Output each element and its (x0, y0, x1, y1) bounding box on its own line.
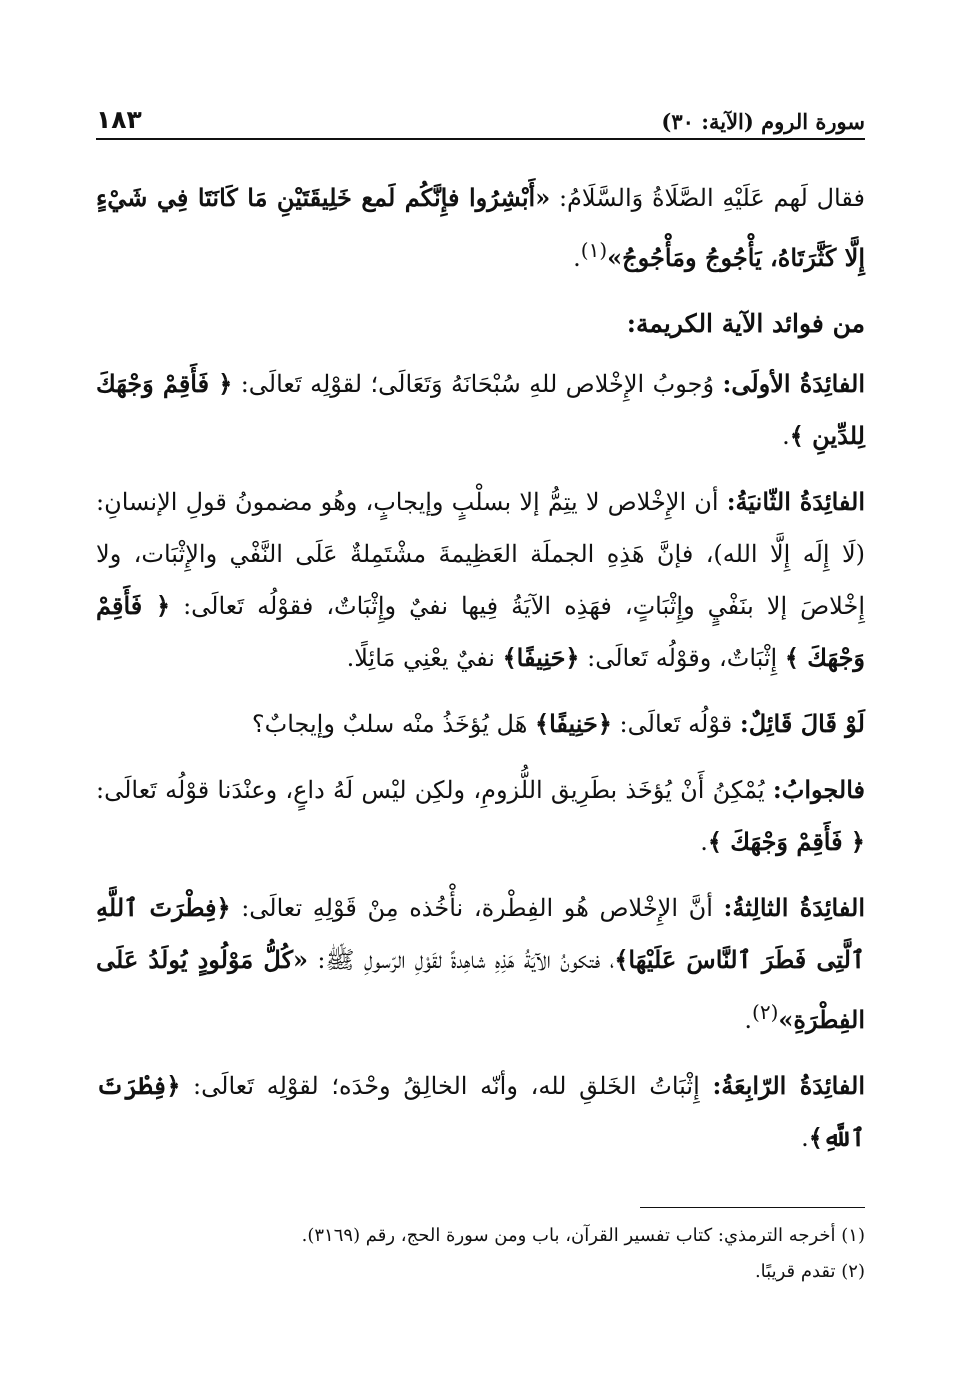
benefit-two-text-3: نفيٌ يعْنِي مَائِلًا. (346, 644, 503, 672)
benefit-two-label: الفائِدَةُ الثّانيَةُ: (726, 487, 865, 516)
benefit-two-text: أن الإِخْلاص لا يتِمُّ إلا بسلْبٍ وإيجابٍ، وهُو مضمونُ قولِ الإنسانِ: (لَا إِلَه إِلَّا الله)، فإنَّ هَذِهِ الجملَة العَظِيمةَ مشْتَمِلةٌ عَلَى النَّفْي والإِثْبَات، ولا إِخْلاصَ إلا بنَفْيٍ وإِثْبَاتٍ، فهَذِه الآيَةُ فِيها نفيٌ وإِثْبَاتٌ، فقوْلُه تَعالَى: (96, 488, 866, 620)
quran-verse: ﴿حَنِيفًا﴾ (535, 709, 612, 738)
running-header (96, 100, 865, 140)
quran-verse: ﴿حَنِيفًا﴾ (502, 643, 580, 672)
sentence-end: . (801, 1124, 809, 1152)
benefit-three-text-2: ، فتكونُ الآيَةُ هَذِهِ شاهِدةً لقَوْلِ الرّسولِ ﷺ: (308, 946, 615, 974)
section-heading: من فوائد الآية الكريمة: (626, 309, 865, 338)
benefit-two (96, 476, 865, 684)
benefit-four-label: الفائِدَةُ الرّابِعَةُ: (712, 1071, 866, 1100)
quran-verse: ﴿ فَأَقِمْ وَجْهَكَ لِلدِّينِ ﴾ (96, 369, 865, 450)
surah-title: سورة الروم (الآية: ٣٠) (661, 109, 865, 134)
benefit-three (96, 882, 865, 1046)
main-text (96, 172, 865, 1178)
footnote-1: (١) أخرجه الترمذي: كتاب تفسير القرآن، باب ومن سورة الحج، رقم (٣١٦٩). (301, 1225, 865, 1246)
answer-text: يُمْكِنُ أَنْ يُؤخَذ بطَرِيق اللُّزومِ، ولكِن ليْس لَهُ داعٍ، وعنْدَنا قوْلُه تَعالَى: (96, 776, 773, 804)
footnote-ref-2[interactable]: (٢) (752, 1000, 779, 1024)
benefit-three-label: الفائِدَةُ الثالِثةُ: (723, 893, 865, 922)
quran-verse: ﴿فِطْرَتَ ٱللَّهِ﴾ (96, 1071, 865, 1152)
sentence-end: . (700, 828, 708, 856)
footnote-divider (640, 1207, 865, 1208)
quran-verse: ﴿فِطْرَتَ ٱللَّهِ ٱلَّتِى فَطَرَ ٱلنَّاسَ عَلَيْهَا﴾ (96, 893, 866, 974)
benefit-four-text: إِثْبَاتُ الخَلقِ لله، وأنّه الخالِقُ وحْدَه؛ لقوْلِه تَعالَى: (180, 1072, 713, 1100)
footnote-ref-1[interactable]: (١) (580, 238, 608, 262)
intro-text: فقال لَهم عَلَيْهِ الصَّلَاةُ وَالسَّلَامُ: (550, 184, 865, 212)
benefit-one-label: الفائِدَةُ الأولَى: (722, 369, 865, 398)
question-text: قوْلُه تَعالَى: (611, 710, 740, 738)
question (96, 698, 865, 750)
answer-label: فالجوابُ: (772, 775, 865, 804)
sentence-end: . (573, 244, 581, 272)
paragraph-hadith-intro (96, 172, 865, 284)
benefit-four (96, 1060, 865, 1164)
benefit-one-text: وُجوبُ الإِخْلاص للهِ سُبْحَانَهُ وَتَعَالَى؛ لقوْلِه تَعالَى: (232, 370, 723, 398)
footnotes (96, 1218, 865, 1290)
question-label: لَوْ قَالَ قَائِلٌ: (739, 709, 865, 738)
sentence-end: . (744, 1006, 752, 1034)
page-number: ١٨٣ (96, 105, 142, 134)
footnote-2: (٢) تقدم قريبًا. (754, 1261, 865, 1282)
question-text-2: هَل يُؤخَذُ منْه سلبٌ وإيجابٌ؟ (251, 710, 536, 738)
benefit-three-text: أنَّ الإِخْلاص هُو الفِطْرة، نأْخُذه مِنْ قَوْلِهِ تعالَى: (230, 894, 724, 922)
quran-verse: ﴿ فَأَقِمْ وَجْهَكَ ﴾ (707, 827, 865, 856)
hadith-quote: «كُلُّ مَوْلُودٍ يُولَدُ عَلَى الفِطْرَةِ» (96, 945, 865, 1034)
hadith-quote: «أَبْشِرُوا فإِنَّكُم لَمع خَلِيقَتَيْنِ مَا كَانَتَا فِي شَيْءٍ إِلَّا كَثَّرَتَاهُ، يَأْجُوجُ ومَأْجُوجُ» (96, 183, 865, 272)
benefit-one (96, 358, 865, 462)
sentence-end: . (782, 422, 790, 450)
benefit-two-text-2: إِثْبَاتٌ، وقوْلُه تَعالَى: (579, 644, 785, 672)
answer (96, 764, 865, 868)
quran-verse: ﴿ فَأَقِمْ وَجْهَكَ ﴾ (96, 591, 865, 672)
